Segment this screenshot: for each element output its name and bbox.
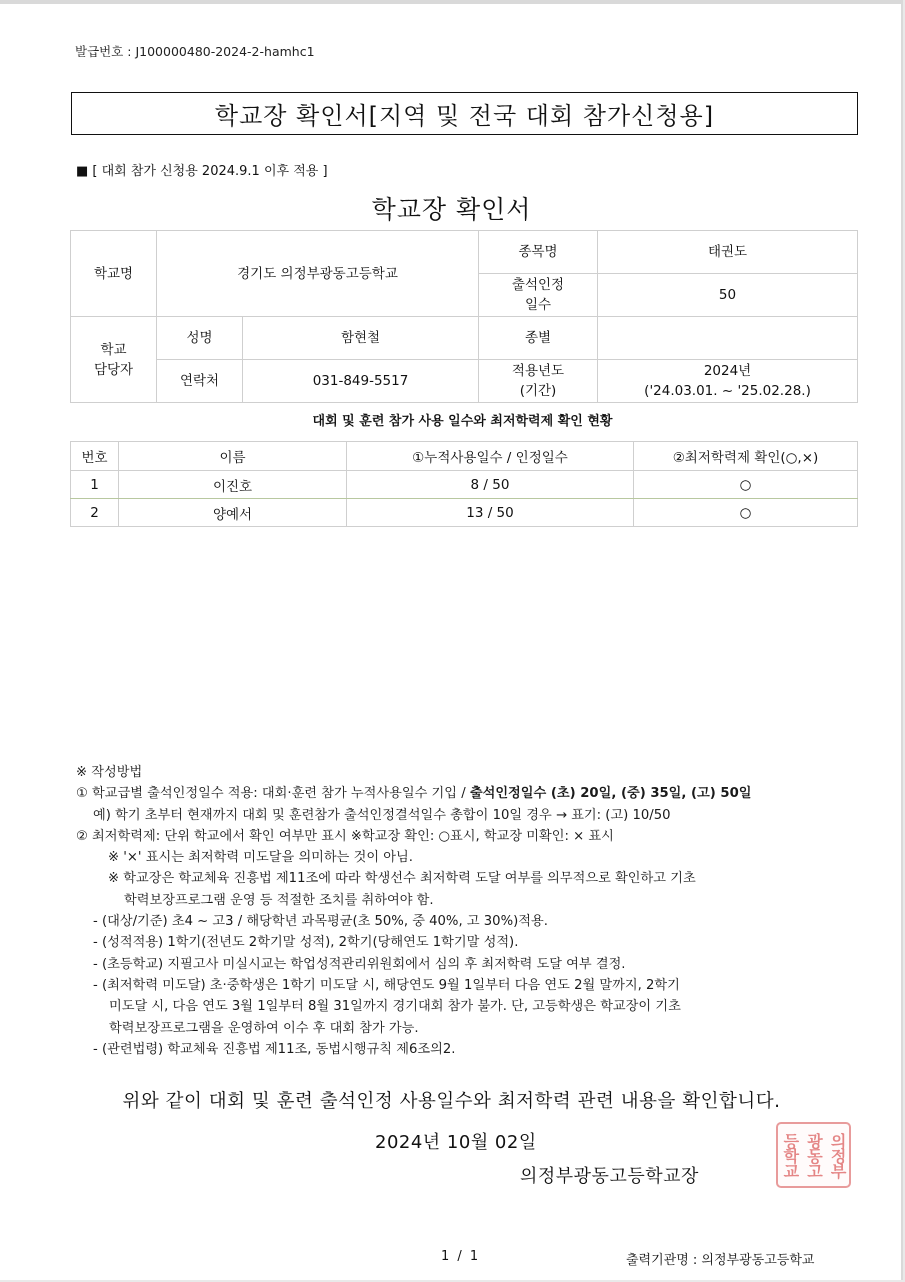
official-seal-icon <box>776 1122 851 1188</box>
method-line-4: ※ '×' 표시는 최저학력 미도달을 의미하는 것이 아님. <box>108 850 413 866</box>
attendance-label-line2: 일수 <box>524 297 552 313</box>
contact-value: 031-849-5517 <box>243 360 479 403</box>
method-line-8: - (성적적용) 1학기(전년도 2학기말 성적), 2학기(당해연도 1학기말 성적). <box>93 935 519 951</box>
method-line-1-text: ① 학교급별 출석인정일수 적용: 대회·훈련 참가 누적사용일수 기입 / <box>76 786 470 802</box>
manager-label <box>71 317 157 403</box>
method-line-5: ※ 학교장은 학교체육 진흥법 제11조에 따라 학생선수 최저학력 도달 여부를 의무적으로 확인하고 기초 <box>108 871 696 887</box>
method-line-9: - (초등학교) 지필고사 미실시교는 학업성적관리위원회에서 심의 후 최저학력 도달 여부 결정. <box>93 956 626 972</box>
principal-title: 의정부광동고등학교장 <box>520 1166 699 1187</box>
year-value <box>598 360 858 403</box>
row-name: 이진호 <box>119 471 347 499</box>
school-label: 학교명 <box>71 231 157 317</box>
year-label <box>479 360 598 403</box>
sport-value: 태권도 <box>598 231 858 274</box>
method-line-1-bold: 출석인정일수 (초) 20일, (중) 35일, (고) 50일 <box>469 786 752 802</box>
method-line-3: ② 최저학력제: 단위 학교에서 확인 여부만 표시 ※학교장 확인: ○표시, 학교장 미확인: × 표시 <box>76 828 614 844</box>
seal-col-3: 등학교 <box>780 1132 800 1178</box>
row-days: 13 / 50 <box>347 499 634 527</box>
method-line-1 <box>76 783 866 804</box>
name-label: 성명 <box>157 317 243 360</box>
method-line-6: 학력보장프로그램 운영 등 적절한 조치를 취하여야 함. <box>124 892 434 908</box>
main-title: 학교장 확인서[지역 및 전국 대회 참가신청용] <box>71 92 858 135</box>
method-line-2: 예) 학기 초부터 현재까지 대회 및 훈련참가 출석인정결석일수 총합이 10일 경우 → 표기: (고) 10/50 <box>93 807 671 823</box>
method-line-11: 미도달 시, 다음 연도 3월 1일부터 8월 31일까지 경기대회 참가 불가. 단, 고등학생은 학교장이 기초 <box>109 999 681 1015</box>
info-table <box>70 230 858 403</box>
table-row <box>71 499 858 527</box>
header-min-score: ②최저학력제 확인(○,×) <box>634 442 858 471</box>
name-value: 함현철 <box>243 317 479 360</box>
seal-col-1: 의정부 <box>828 1132 848 1178</box>
contact-label: 연락처 <box>157 360 243 403</box>
confirmation-statement: 위와 같이 대회 및 훈련 출석인정 사용일수와 최저학력 관련 내용을 확인합니다. <box>122 1091 781 1112</box>
method-line-7: - (대상/기준) 초4 ~ 고3 / 해당학년 과목평균(초 50%, 중 40%, 고 30%)적용. <box>93 914 548 930</box>
year-value-line2: ('24.03.01. ~ '25.02.28.) <box>644 383 811 399</box>
attendance-label-line1: 출석인정 <box>511 277 565 293</box>
kind-label: 종별 <box>479 317 598 360</box>
attendance-value: 50 <box>598 274 858 317</box>
kind-value <box>598 317 858 360</box>
year-label-line1: 적용년도 <box>511 363 565 379</box>
row-check: ○ <box>634 471 858 499</box>
method-title: ※ 작성방법 <box>76 765 143 780</box>
table-row <box>71 471 858 499</box>
manager-label-line2: 담당자 <box>93 361 134 378</box>
method-line-10: - (최저학력 미도달) 초·중학생은 1학기 미도달 시, 해당연도 9월 1일부터 다음 연도 2월 말까지, 2학기 <box>93 977 680 993</box>
status-table <box>70 441 858 527</box>
page-number: 1 / 1 <box>441 1249 481 1264</box>
notice-line: ■ [ 대회 참가 신청용 2024.9.1 이후 적용 ] <box>76 164 328 179</box>
method-line-12: 학력보장프로그램을 운영하여 이수 후 대회 참가 가능. <box>109 1020 419 1036</box>
row-number: 1 <box>71 471 119 499</box>
manager-label-line1: 학교 <box>100 341 127 358</box>
writing-method <box>76 762 866 1060</box>
row-check: ○ <box>634 499 858 527</box>
status-title: 대회 및 훈련 참가 사용 일수와 최저학력제 확인 현황 <box>312 414 613 429</box>
row-days: 8 / 50 <box>347 471 634 499</box>
header-name: 이름 <box>119 442 347 471</box>
issue-number: 발급번호 : J100000480-2024-2-hamhc1 <box>75 44 315 59</box>
row-number: 2 <box>71 499 119 527</box>
header-number: 번호 <box>71 442 119 471</box>
row-name: 양예서 <box>119 499 347 527</box>
output-organization: 출력기관명 : 의정부광동고등학교 <box>626 1253 815 1268</box>
attendance-label <box>479 274 598 317</box>
issue-date: 2024년 10월 02일 <box>375 1132 537 1153</box>
year-label-line2: (기간) <box>519 383 557 399</box>
method-line-13: - (관련법령) 학교체육 진흥법 제11조, 동법시행규칙 제6조의2. <box>93 1041 456 1057</box>
seal-col-2: 광동고 <box>804 1132 824 1178</box>
year-value-line1: 2024년 <box>703 363 752 379</box>
sport-label: 종목명 <box>479 231 598 274</box>
school-value: 경기도 의정부광동고등학교 <box>157 231 479 317</box>
header-days: ①누적사용일수 / 인정일수 <box>347 442 634 471</box>
status-header-row <box>71 442 858 471</box>
sub-title: 학교장 확인서 <box>371 195 532 224</box>
